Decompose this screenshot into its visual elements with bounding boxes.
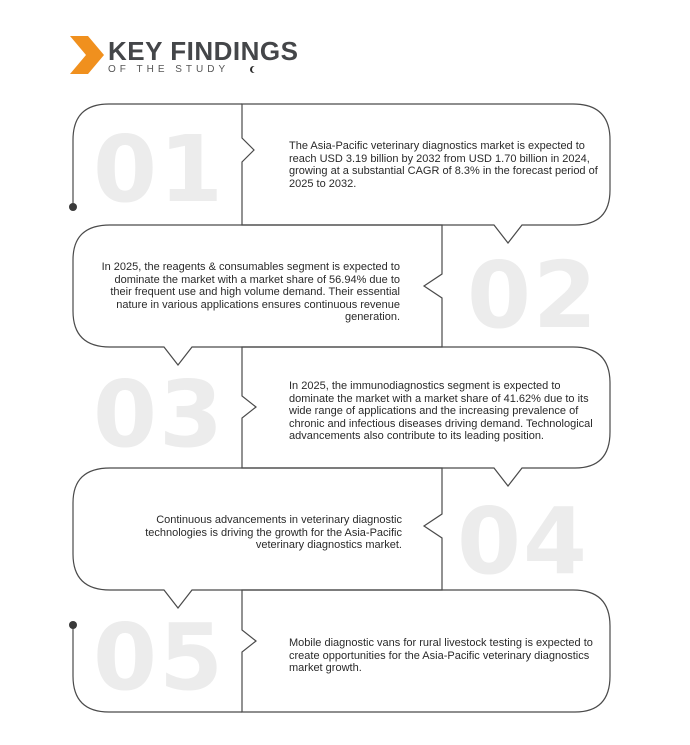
finding-1-dot xyxy=(69,203,77,211)
finding-4-number: 04 xyxy=(456,488,590,595)
finding-1-number: 01 xyxy=(92,116,226,223)
finding-5-number: 05 xyxy=(92,604,226,711)
finding-2-number: 02 xyxy=(466,242,600,349)
finding-5-dot xyxy=(69,621,77,629)
finding-3-text: In 2025, the immunodiagnostics segment is expected to dominate the market with a market share of 41.62% due to its wide range of applications and the increasing prevalence of chronic and infectious diseases driving demand. Technological advancements also contribute to its leading position. xyxy=(289,380,593,442)
finding-3-number: 03 xyxy=(92,361,226,468)
finding-1-text: The Asia-Pacific veterinary diagnostics market is expected to reach USD 3.19 billion by 2032 from USD 1.70 billion in 2024, growing at a substantial CAGR of 8.3% in the forecast period of 2025 to 2032. xyxy=(289,140,598,190)
page-subtitle: OF THE STUDY xyxy=(108,64,230,75)
finding-4-text: Continuous advancements in veterinary diagnostic technologies is driving the growth for the Asia-Pacific veterinary diagnostics market. xyxy=(145,514,402,551)
finding-2-text: In 2025, the reagents & consumables segment is expected to dominate the market with a market share of 56.94% due to their frequent use and high volume demand. Their essential nature in various applications ensures continuous revenue generation. xyxy=(101,261,400,323)
page-title: KEY FINDINGS xyxy=(108,36,299,66)
finding-5-text: Mobile diagnostic vans for rural livestock testing is expected to create opportunities for the Asia-Pacific veterinary diagnostics market growth. xyxy=(289,637,593,674)
